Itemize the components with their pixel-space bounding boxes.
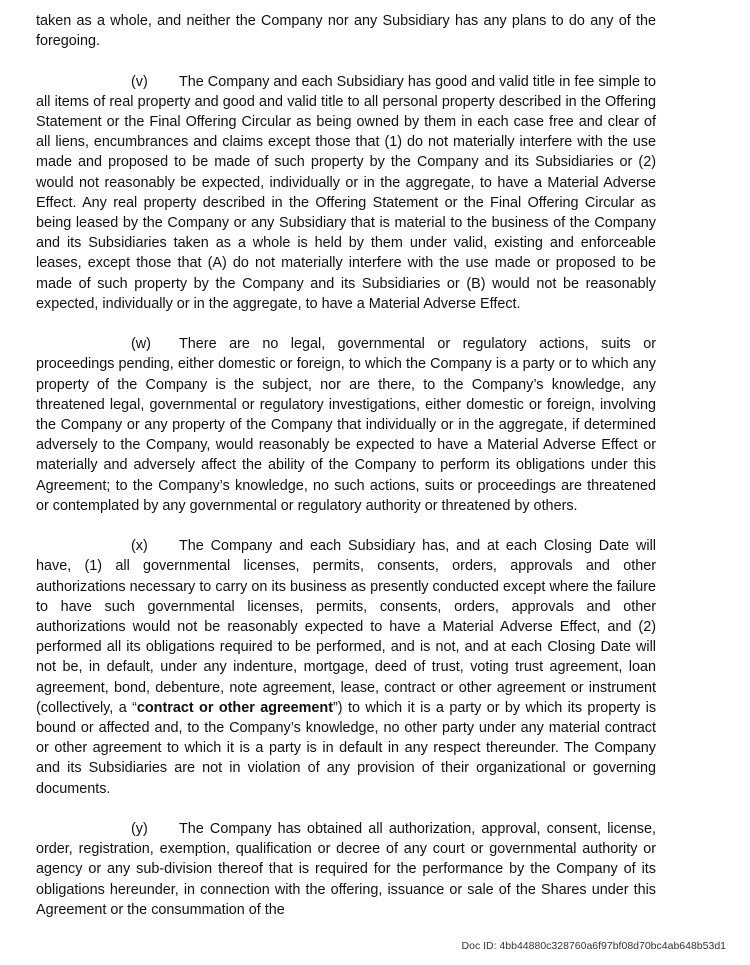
defined-term-contract: contract or other agreement (136, 699, 333, 716)
paragraph-label-x: (x) (131, 538, 148, 555)
text-body (36, 11, 656, 920)
paragraph-label-y: (y) (131, 821, 148, 838)
paragraph-label-w: (w) (131, 336, 151, 353)
text-clip-region (36, 11, 692, 918)
paragraph-y (36, 819, 656, 920)
paragraph-v (36, 72, 656, 314)
paragraph-text-x-part1: The Company and each Subsidiary has, and at each Closing Date will have, (1) all governmental licenses, permits, consents, orders, approvals and other authorizations necessary to carry on its business as presently conducted except where the failure to have such governmental licenses, permits, consents, orders, approvals and other authorizations would not be reasonably expected to have a Material Adverse Effect, and (2) performed all its obligations required to be performed, and is not, and at each Closing Date will not be, in default, under any indenture, mortgage, deed of trust, voting trust agreement, loan agreement, bond, debenture, note agreement, lease, contract or other agreement or instrument (collectively, a “ (36, 538, 656, 716)
paragraph-label-v: (v) (131, 73, 148, 90)
paragraph-w (36, 334, 656, 516)
paragraph-x (36, 536, 656, 799)
doc-id-footer: Doc ID: 4bb44880c328760a6f97bf08d70bc4ab648b53d1 (461, 940, 726, 952)
paragraph-text-x-part2: ”) to which it is a party or by which its property is bound or affected and, to the Company’s knowledge, no other party under any material contract or other agreement to which it is a party is in default in any respect thereunder. The Company and its Subsidiaries are not in violation of any provision of their organizational or governing documents. (36, 699, 657, 797)
paragraph-text-y: The Company has obtained all authorization, approval, consent, license, order, registration, exemption, qualification or decree of any court or governmental authority or agency or any sub-division thereof that is required for the performance by the Company of its obligations hereunder, in connection with the offering, issuance or sale of the Shares under this Agreement or the consummation of the (36, 821, 656, 918)
paragraph-text-v: The Company and each Subsidiary has good and valid title in fee simple to all items of real property and good and valid title to all personal property described in the Offering Statement or the Final Offering Circular as being owned by them in each case free and clear of all liens, encumbrances and claims except those that (1) do not materially interfere with the use made and proposed to be made of such property by the Company and its Subsidiaries or (2) would not reasonably be expected, individually or in the aggregate, to have a Material Adverse Effect. Any real property described in the Offering Statement or the Final Offering Circular as being leased by the Company or any Subsidiary that is material to the business of the Company and its Subsidiaries taken as a whole is held by them under valid, existing and enforceable leases, except those that (A) do not materially interfere with the use made or proposed to be made of such property by the Company and its Subsidiaries or (B) would not be reasonably expected, individually or in the aggregate, to have a Material Adverse Effect. (36, 73, 656, 312)
paragraph-continuation: taken as a whole, and neither the Company nor any Subsidiary has any plans to do any of the foregoing. (36, 13, 656, 50)
paragraph-text-w: There are no legal, governmental or regulatory actions, suits or proceedings pending, either domestic or foreign, to which the Company is a party or to which any property of the Company is the subject, nor are there, to the Company’s knowledge, any threatened legal, governmental or regulatory investigations, either domestic or foreign, involving the Company or any property of the Company that individually or in the aggregate, if determined adversely to the Company, would reasonably be expected to have a Material Adverse Effect or materially and adversely affect the ability of the Company to perform its obligations under this Agreement; to the Company’s knowledge, no such actions, suits or proceedings are threatened or contemplated by any governmental or regulatory authority or threatened by others. (36, 336, 656, 514)
